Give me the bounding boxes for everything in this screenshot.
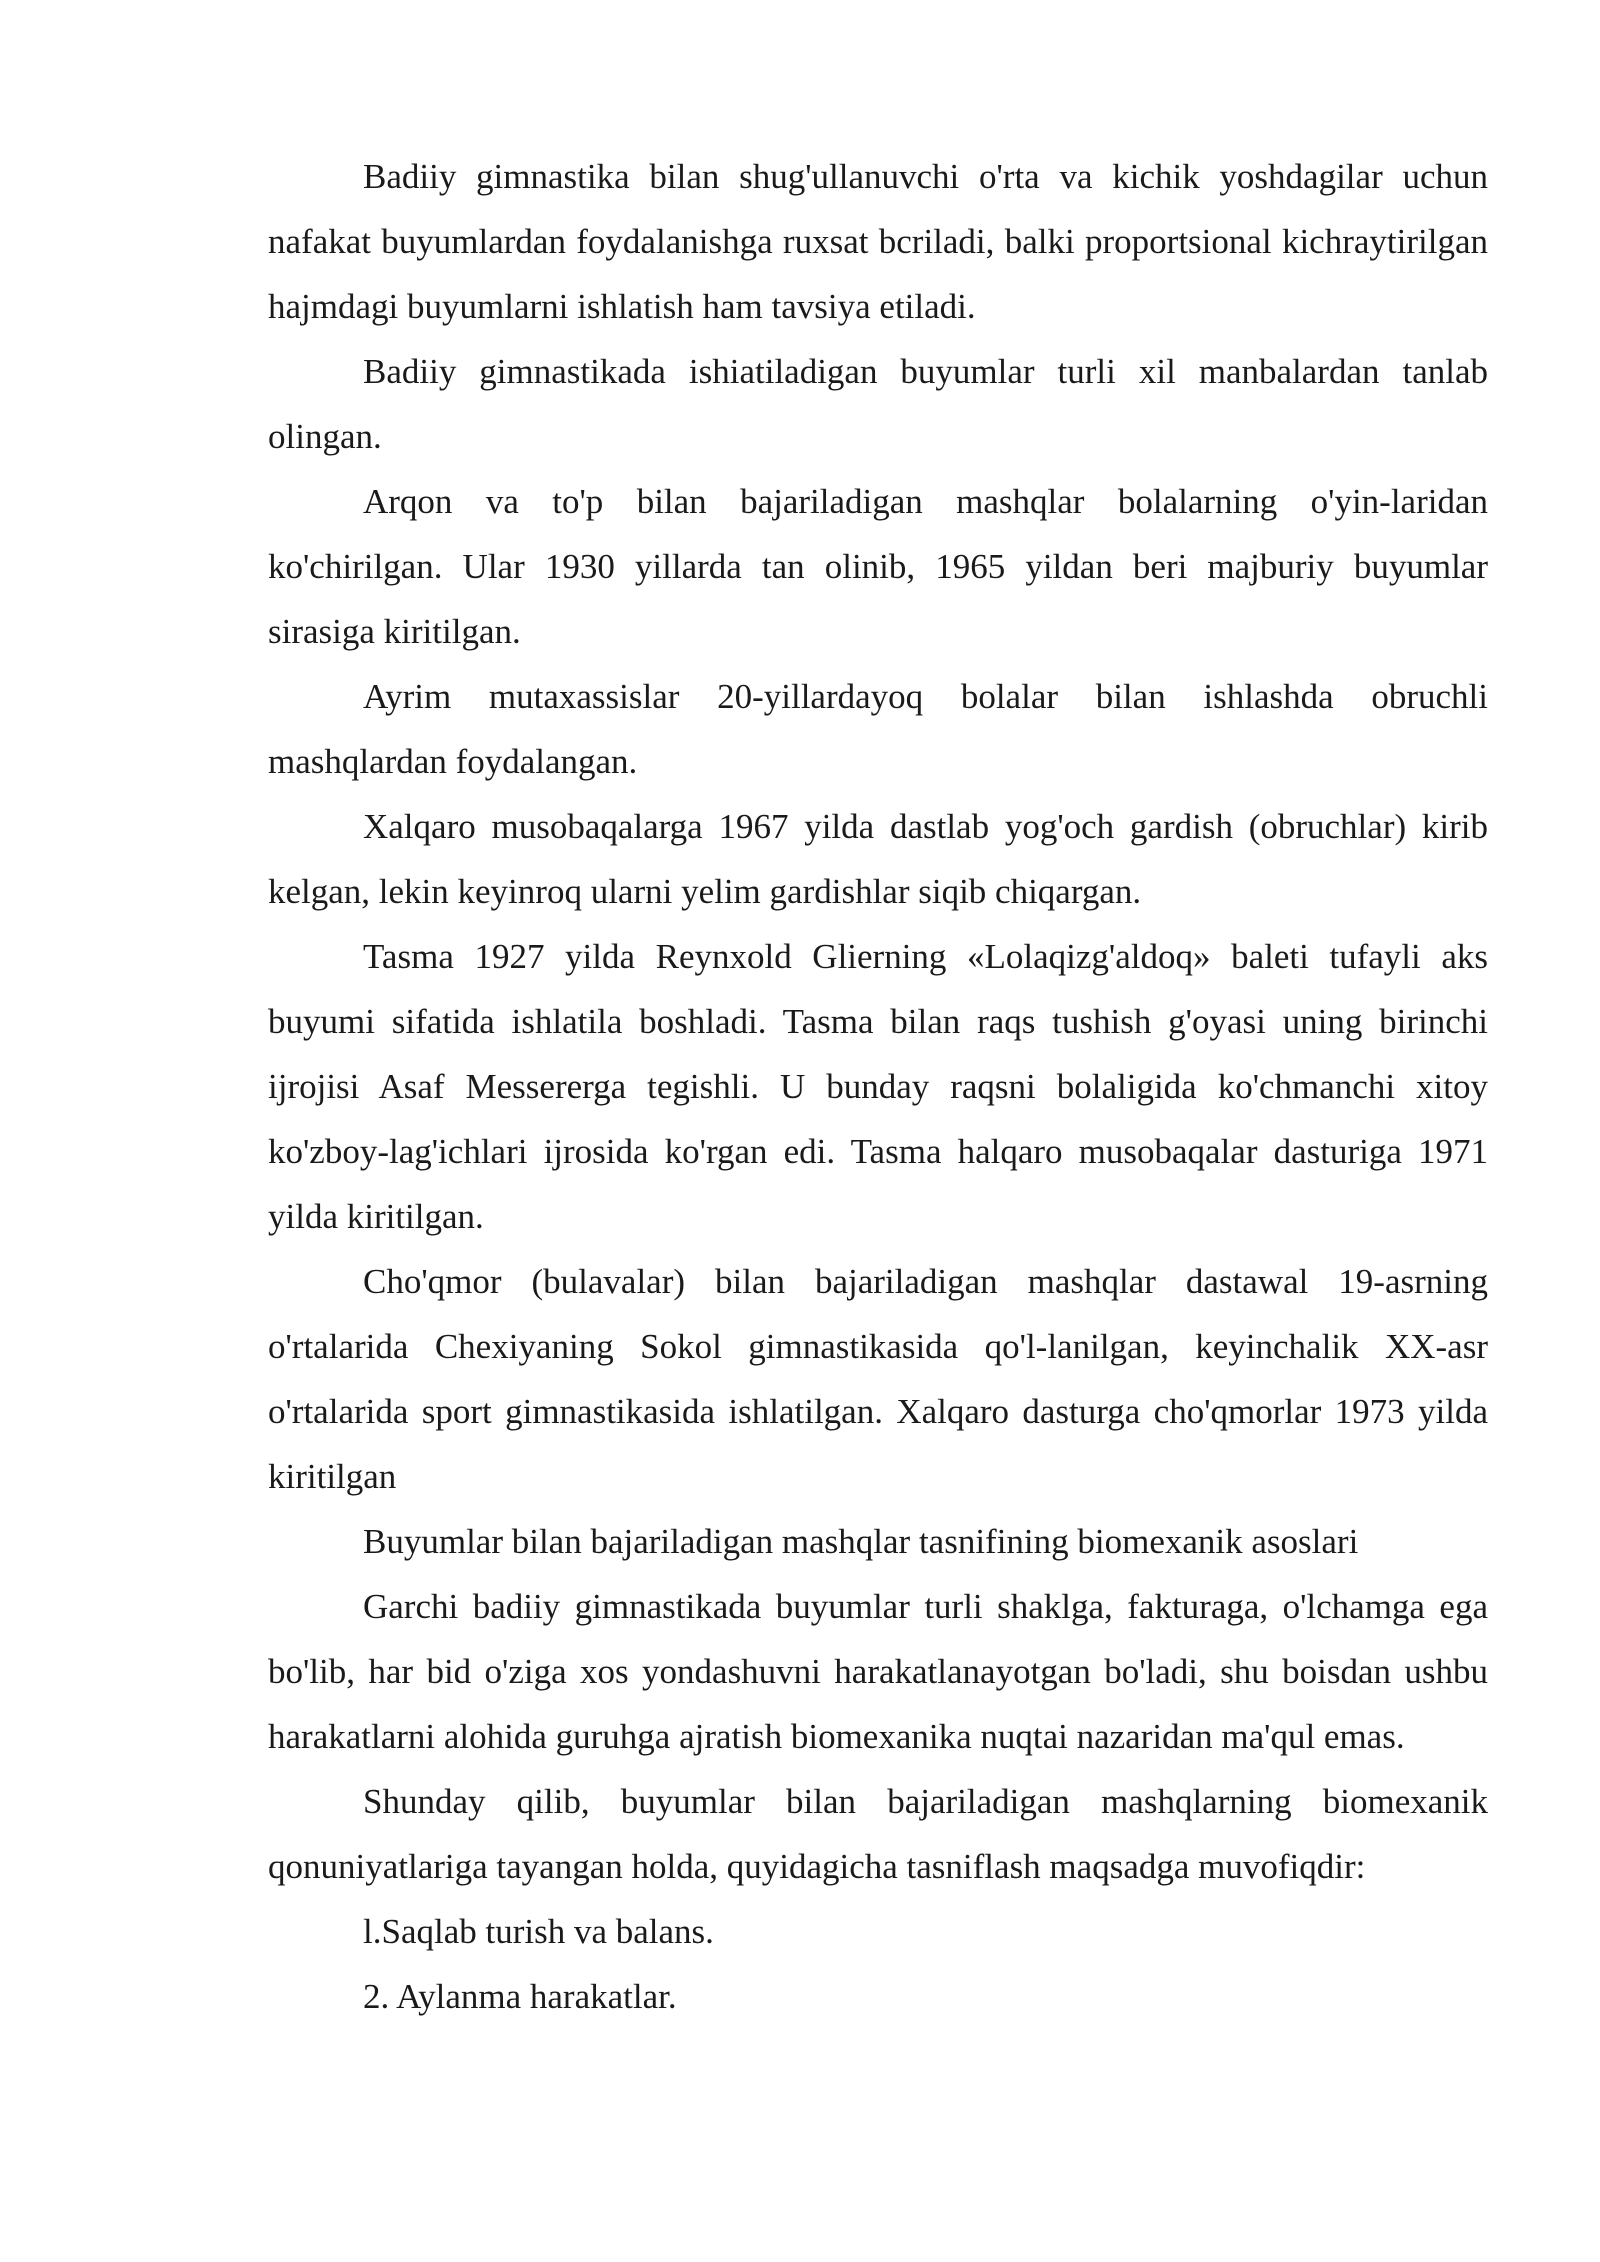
paragraph: Garchi badiiy gimnastikada buyumlar turli shaklga, fakturaga, o'lchamga ega bo'lib, har bid o'ziga xos yondashuvni harakatlanayotgan bo'ladi, shu boisdan ushbu harakatlarni alohida guruhga ajratish biomexanika nuqtai nazaridan ma'qul emas.	[268, 1587, 1488, 1756]
paragraph: Xalqaro musobaqalarga 1967 yilda dastlab yog'och gardish (obruchlar) kirib kelgan, lekin keyinroq ularni yelim gardishlar siqib chiqargan.	[268, 807, 1488, 911]
section-heading: Buyumlar bilan bajariladigan mashqlar tasnifining biomexanik asoslari	[363, 1522, 1359, 1561]
list-item: 2. Aylanma harakatlar.	[363, 1977, 677, 2016]
paragraph: Arqon va to'p bilan bajariladigan mashqlar bolalarning o'yin-laridan ko'chirilgan. Ular 1930 yillarda tan olinib, 1965 yildan beri majburiy buyumlar sirasiga kiritilgan.	[268, 482, 1488, 651]
document-body	[268, 144, 1488, 2029]
paragraph: Cho'qmor (bulavalar) bilan bajariladigan mashqlar dastawal 19-asrning o'rtalarida Chexiyaning Sokol gimnastikasida qo'l-lanilgan, keyinchalik XX-asr o'rtalarida sport gimnastikasida ishlatilgan. Xalqaro dasturga cho'qmorlar 1973 yilda kiritilgan	[268, 1262, 1488, 1496]
paragraph: Ayrim mutaxassislar 20-yillardayoq bolalar bilan ishlashda obruchli mashqlardan foydalangan.	[268, 677, 1488, 781]
list-item: l.Saqlab turish va balans.	[363, 1912, 714, 1951]
paragraph: Badiiy gimnastikada ishiatiladigan buyumlar turli xil manbalardan tanlab olingan.	[268, 352, 1488, 456]
paragraph: Shunday qilib, buyumlar bilan bajariladigan mashqlarning biomexanik qonuniyatlariga tayangan holda, quyidagicha tasniflash maqsadga muvofiqdir:	[268, 1782, 1488, 1886]
paragraph: Tasma 1927 yilda Reynxold Glierning «Lolaqizg'aldoq» baleti tufayli aks buyumi sifatida ishlatila boshladi. Tasma bilan raqs tushish g'oyasi uning birinchi ijrojisi Asaf Messererga tegishli. U bunday raqsni bolaligida ko'chmanchi xitoy ko'zboy-lag'ichlari ijrosida ko'rgan edi. Tasma halqaro musobaqalar dasturiga 1971 yilda kiritilgan.	[268, 937, 1488, 1236]
paragraph: Badiiy gimnastika bilan shug'ullanuvchi o'rta va kichik yoshdagilar uchun nafakat buyumlardan foydalanishga ruxsat bcriladi, balki proportsional kichraytirilgan hajmdagi buyumlarni ishlatish ham tavsiya etiladi.	[268, 157, 1488, 326]
